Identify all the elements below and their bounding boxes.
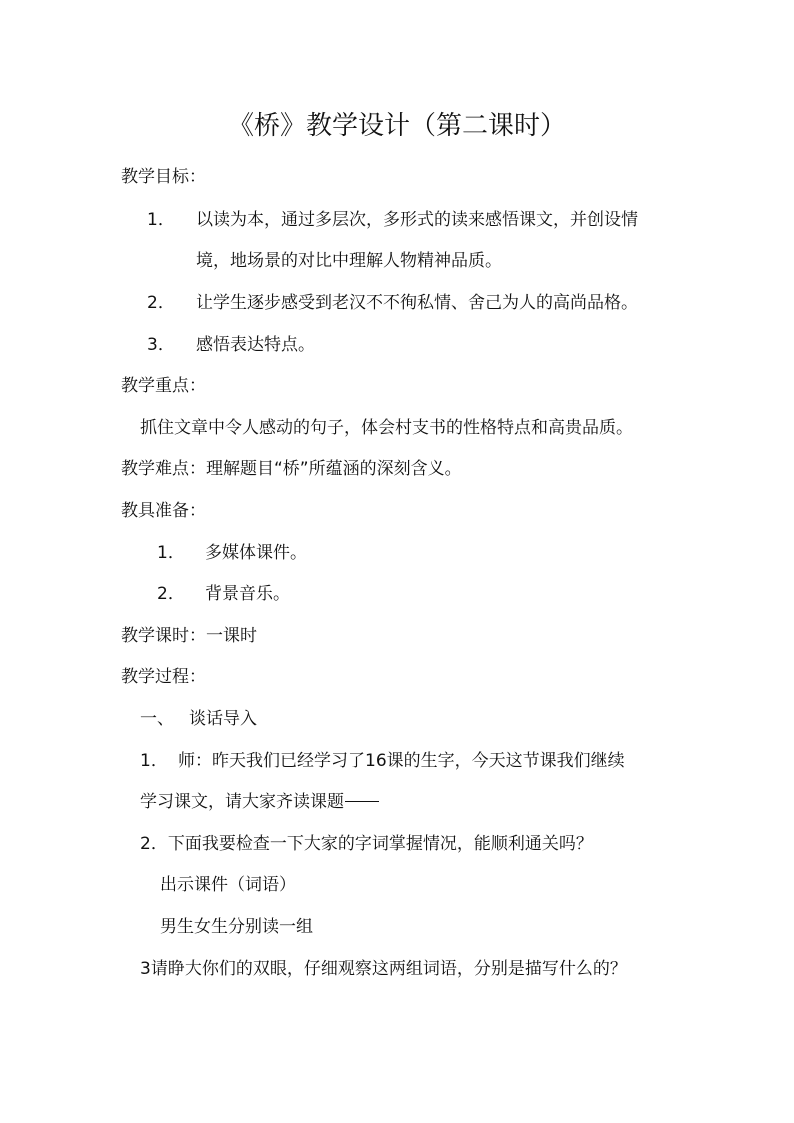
step-1-line1: 师：昨天我们已经学习了16课的生字，今天这节课我们继续: [178, 751, 625, 771]
dash-rule: [345, 801, 379, 802]
objective-2-number: 2．: [147, 293, 175, 313]
periods-text: 教学课时：一课时: [121, 626, 257, 646]
process-heading: 教学过程：: [121, 667, 206, 687]
objective-3-number: 3．: [147, 335, 175, 355]
section-1-title: 谈话导入: [189, 709, 257, 729]
step-2-line1: 2．下面我要检查一下大家的字词掌握情况，能顺利通关吗？: [140, 834, 593, 854]
key-points-text: 抓住文章中令人感动的句子，体会村支书的性格特点和高贵品质。: [140, 418, 633, 438]
objectives-heading: 教学目标：: [121, 167, 206, 187]
objective-3-text: 感悟表达特点。: [196, 335, 315, 355]
difficulty-text: 教学难点：理解题目“桥”所蕴涵的深刻含义。: [121, 459, 462, 479]
objective-2-text: 让学生逐步感受到老汉不不徇私情、舍己为人的高尚品格。: [196, 293, 638, 313]
step-1-line2-wrap: [140, 791, 379, 813]
objective-1-line2: 境，地场景的对比中理解人物精神品质。: [196, 251, 502, 271]
material-2-text: 背景音乐。: [205, 584, 290, 604]
objective-1-line1: 以读为本，通过多层次，多形式的读来感悟课文，并创设情: [196, 210, 638, 230]
objective-1-number: 1．: [147, 210, 175, 230]
step-2-line3: 男生女生分别读一组: [160, 917, 313, 937]
material-1-text: 多媒体课件。: [205, 543, 307, 563]
section-1-number: 一、: [140, 709, 174, 729]
step-3-text: 3请睁大你们的双眼，仔细观察这两组词语，分别是描写什么的？: [140, 959, 627, 979]
step-2-line2: 出示课件（词语）: [160, 875, 296, 895]
material-1-number: 1．: [157, 543, 185, 563]
step-1-line2: 学习课文，请大家齐读课题: [140, 792, 344, 812]
document-title: 《桥》教学设计（第二课时）: [227, 111, 566, 141]
step-1-number: 1．: [140, 751, 168, 771]
key-points-heading: 教学重点：: [121, 376, 206, 396]
material-2-number: 2．: [157, 584, 185, 604]
materials-heading: 教具准备：: [121, 501, 206, 521]
